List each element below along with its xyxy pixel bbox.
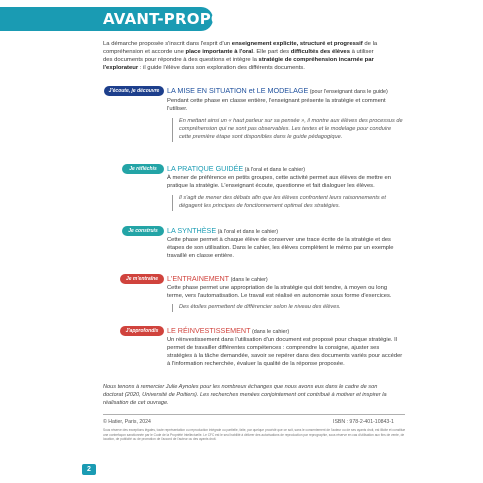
section-body: Cette phase permet à chaque élève de conserver une trace écrite de la stratégie et des étapes de son utilisation. Dans le cahier, les élèves complètent le mémo par un exemple travaillé en classe entière. <box>167 237 394 260</box>
acknowledgements: Nous tenons à remercier Julie Aynoles pour les nombreux échanges que nous avons eus dans le cadre de son doctorat (2020, Université de Poitiers). Les recherches menées conjointement ont contribué à motiver et inspirer la réalisation de cet ouvrage. <box>103 384 387 406</box>
intro-text: La démarche proposée s'inscrit dans l'esprit d'un <box>103 41 232 47</box>
intro-bold: place importante à l'oral <box>185 49 254 56</box>
pill-approfondis: J'approfondis <box>120 326 164 336</box>
section-note: Il s'agit de mener des débats afin que les élèves confrontent leurs raisonnements et dégagent les principes de fonctionnement optimal des stratégies. <box>172 195 404 211</box>
section-title-text: L'ENTRAINEMENT <box>167 274 230 283</box>
section-body: À mener de préférence en petits groupes, cette activité permet aux élèves de mettre en pratique la stratégie. L'enseignant écoute, questionne et fait dialoguer les élèves. <box>167 175 391 190</box>
section-title-small: (dans le cahier) <box>229 277 268 283</box>
section-title-small: (dans le cahier) <box>250 329 290 335</box>
intro-paragraph <box>103 40 378 72</box>
section-note: Des étoiles permettent de différencier selon le niveau des élèves. <box>172 304 404 312</box>
page-number: 2 <box>82 464 96 475</box>
intro-bold: enseignement explicite, structuré et progressif <box>231 41 363 47</box>
section-body: Pendant cette phase en classe entière, l'enseignant présente la stratégie et comment l'utiliser. <box>167 98 386 113</box>
section-title-small: (à l'oral et dans le cahier) <box>216 229 278 235</box>
footer-divider <box>103 414 405 415</box>
intro-text: de la compréhension et accorde une <box>103 41 378 56</box>
intro-text: à utiliser des documents pour répondre à des questions et intègre la <box>103 49 374 64</box>
section-title-small: (pour l'enseignant dans le guide) <box>308 89 388 95</box>
pill-entraine: Je m'entraîne <box>120 274 164 284</box>
pill-ecoute: J'écoute, je découvre <box>104 86 164 96</box>
section-body: Cette phase permet une appropriation de la stratégie qui doit tendre, à moyen ou long terme, vers l'automatisation. Le travail est réalisé en autonomie sous forme d'exercices. <box>167 285 392 300</box>
isbn: ISBN : 978-2-401-10843-1 <box>333 419 394 425</box>
section-title-text: LA PRATIQUE GUIDÉE <box>167 164 244 173</box>
intro-bold: stratégie de compréhension incarnée par l'explorateur <box>103 57 374 72</box>
section-title <box>167 86 388 97</box>
section-title-text: LE RÉINVESTISSEMENT <box>167 326 251 335</box>
intro-text: : il guide l'élève dans son exploration des différents documents. <box>138 65 305 72</box>
page-title: AVANT-PROPOS <box>103 10 235 28</box>
copyright: © Hatier, Paris, 2024 <box>103 419 151 425</box>
pill-reflechis: Je réfléchis <box>122 164 164 174</box>
intro-text: . Elle part des <box>253 49 291 56</box>
legal-notice: Sous réserve des exceptions légales, toute représentation ou reproduction intégrale ou partielle, faite, par quelque procédé que ce soit, sans le consentement de l'auteur ou de ses ayants droit, est illicite et constitue une contrefaçon sanctionnée par le Code de la Propriété Intellectuelle. Le CFC est le seul habilité à délivrer des autorisations de reproduction par reprographie, sous réserve en cas d'utilisation aux fins de vente, de location, de publicité ou de promotion de l'accord de l'auteur ou des ayants droit. <box>103 428 406 442</box>
intro-bold: difficultés des élèves <box>290 49 350 56</box>
section-title-small: (à l'oral et dans le cahier) <box>243 167 306 173</box>
section-body: Un réinvestissement dans l'utilisation d'un document est proposé pour chaque stratégie. Il permet de travailler différentes compétences : comprendre la consigne, ajuster ses stratégies à la tâche demandée, savoir se repérer dans des documents variés pour accéder à l'information recherchée, évaluer la qualité de la réponse proposée. <box>167 337 403 368</box>
section-title-text: LA SYNTHÈSE <box>167 226 217 235</box>
section-title-text: LA MISE EN SITUATION et LE MODELAGE <box>167 86 309 95</box>
pill-construis: Je construis <box>122 226 164 236</box>
section-note: En mettant ainsi un « haut parleur sur sa pensée », il montre aux élèves des processus de compréhension qui ne sont pas observables. Les textes et le modelage pour conduire cette première étape sont disponibles dans le guide pédagogique. <box>172 118 404 142</box>
